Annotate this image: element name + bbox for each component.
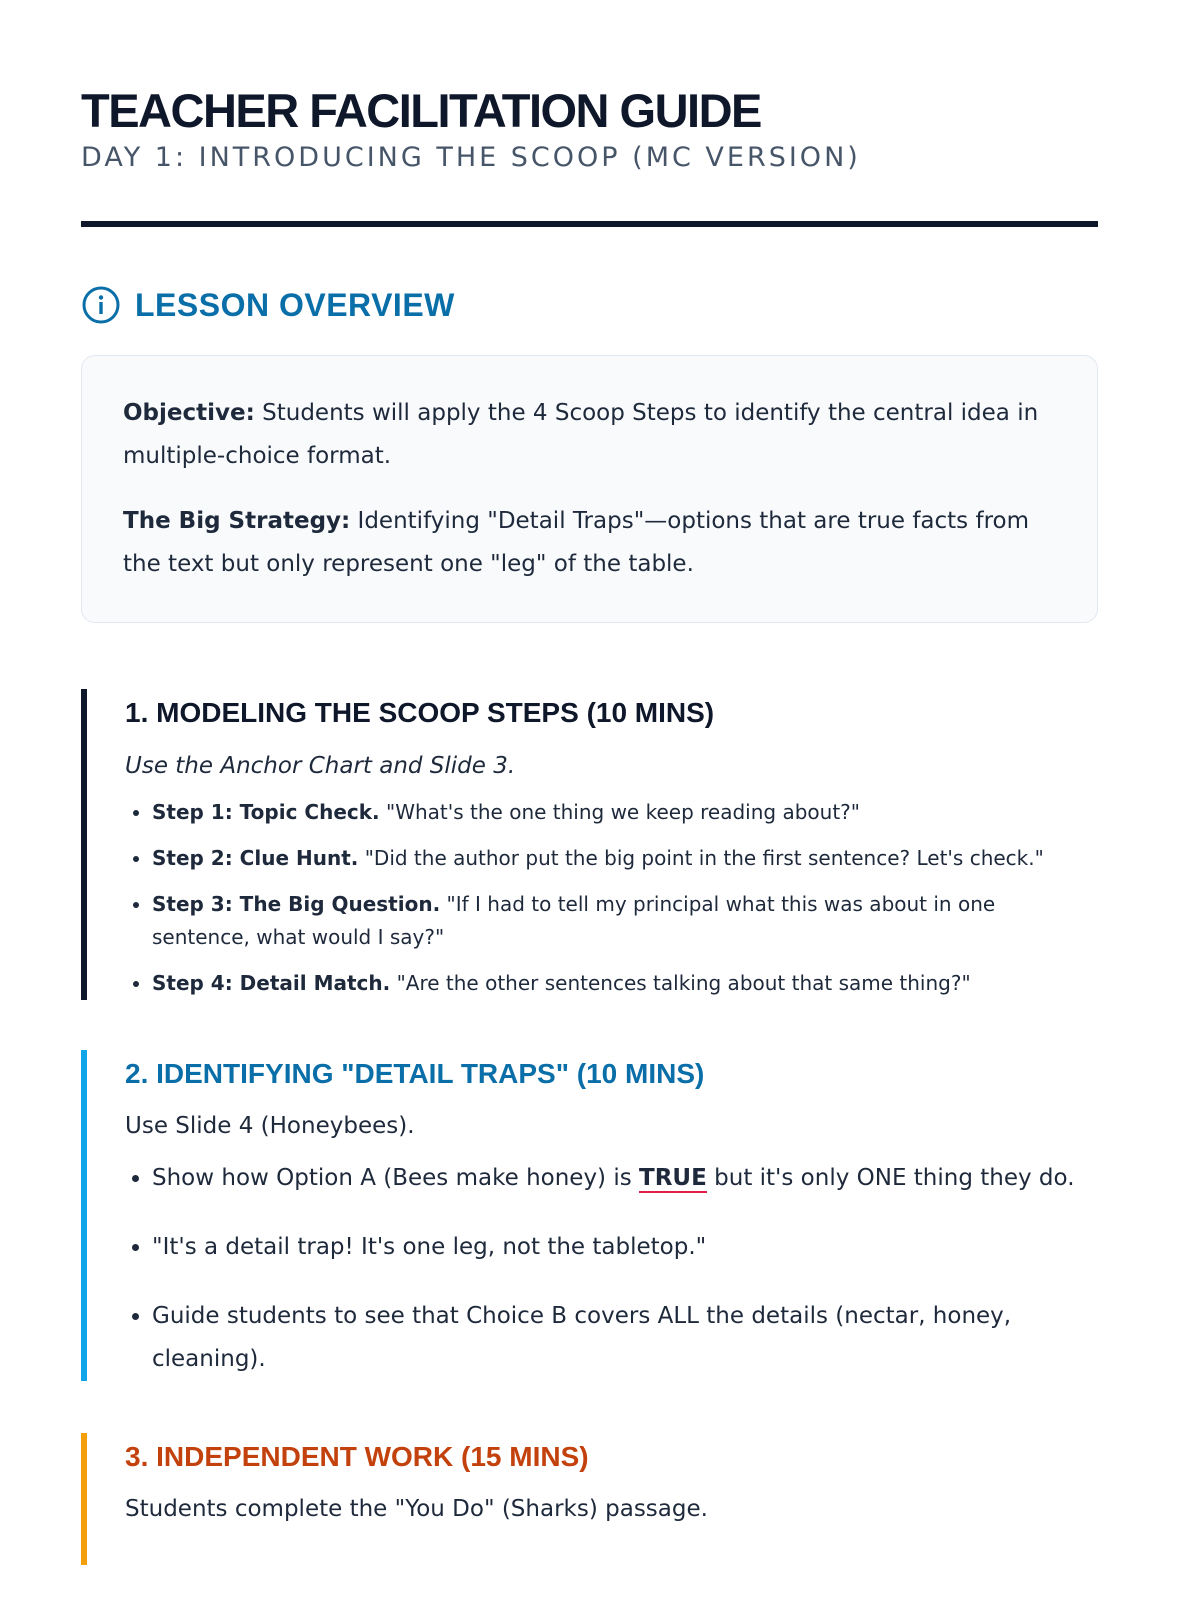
list-item <box>152 967 1098 1000</box>
section-note: Use Slide 4 (Honeybees). <box>125 1113 415 1140</box>
section-accent-bar <box>81 689 87 1000</box>
section-title: 1. MODELING THE SCOOP STEPS (10 MINS) <box>125 697 715 729</box>
step-text: "What's the one thing we keep reading about?" <box>379 800 860 825</box>
step-text: "If I had to tell my principal what this was about in one sentence, what would I say?" <box>152 892 996 950</box>
page-subtitle: DAY 1: INTRODUCING THE SCOOP (MC VERSION) <box>81 142 861 174</box>
strategy-text: Identifying "Detail Traps"—options that are true facts from the text but only represent one "leg" of the table. <box>123 508 1030 578</box>
list-item <box>152 888 1098 954</box>
section-accent-bar <box>81 1433 87 1566</box>
step-label: Step 4: Detail Match. <box>152 971 391 996</box>
objective-paragraph <box>123 392 1057 478</box>
overview-heading <box>81 285 1098 325</box>
section-note: Students complete the "You Do" (Sharks) passage. <box>125 1495 708 1522</box>
true-emphasis: TRUE <box>639 1164 707 1191</box>
section-modeling <box>81 689 1098 1000</box>
strategy-paragraph <box>123 500 1057 586</box>
section-title: 2. IDENTIFYING "DETAIL TRAPS" (10 MINS) <box>125 1058 705 1090</box>
section-title: 3. INDEPENDENT WORK (15 MINS) <box>125 1440 589 1472</box>
info-icon <box>81 285 121 325</box>
item-text: but it's only ONE thing they do. <box>706 1164 1075 1191</box>
section-note: Use the Anchor Chart and Slide 3. <box>125 752 516 779</box>
step-label: Step 2: Clue Hunt. <box>152 846 359 871</box>
list-item <box>152 1157 1098 1200</box>
list-item <box>152 796 1098 829</box>
section-detail-traps <box>81 1050 1098 1381</box>
overview-title: LESSON OVERVIEW <box>135 286 455 323</box>
step-text: "Did the author put the big point in the first sentence? Let's check." <box>358 846 1044 871</box>
header-divider <box>81 221 1098 227</box>
traps-list <box>125 1157 1098 1381</box>
page-title: TEACHER FACILITATION GUIDE <box>81 84 761 137</box>
overview-box <box>81 355 1098 623</box>
step-label: Step 3: The Big Question. <box>152 892 441 917</box>
objective-text: Students will apply the 4 Scoop Steps to identify the central idea in multiple-choice format. <box>123 400 1039 470</box>
list-item: • "It's a detail trap! It's one leg, not the tabletop." <box>152 1226 1098 1269</box>
steps-list <box>125 796 1098 1000</box>
item-text: Show how Option A (Bees make honey) is <box>152 1164 640 1191</box>
list-item <box>152 842 1098 875</box>
step-label: Step 1: Topic Check. <box>152 800 380 825</box>
strategy-label: The Big Strategy: <box>123 508 351 535</box>
step-text: "Are the other sentences talking about that same thing?" <box>390 971 971 996</box>
section-accent-bar <box>81 1050 87 1381</box>
section-independent-work <box>81 1433 1098 1566</box>
objective-label: Objective: <box>123 400 255 427</box>
list-item: • Guide students to see that Choice B covers ALL the details (nectar, honey, cleaning). <box>152 1295 1098 1381</box>
